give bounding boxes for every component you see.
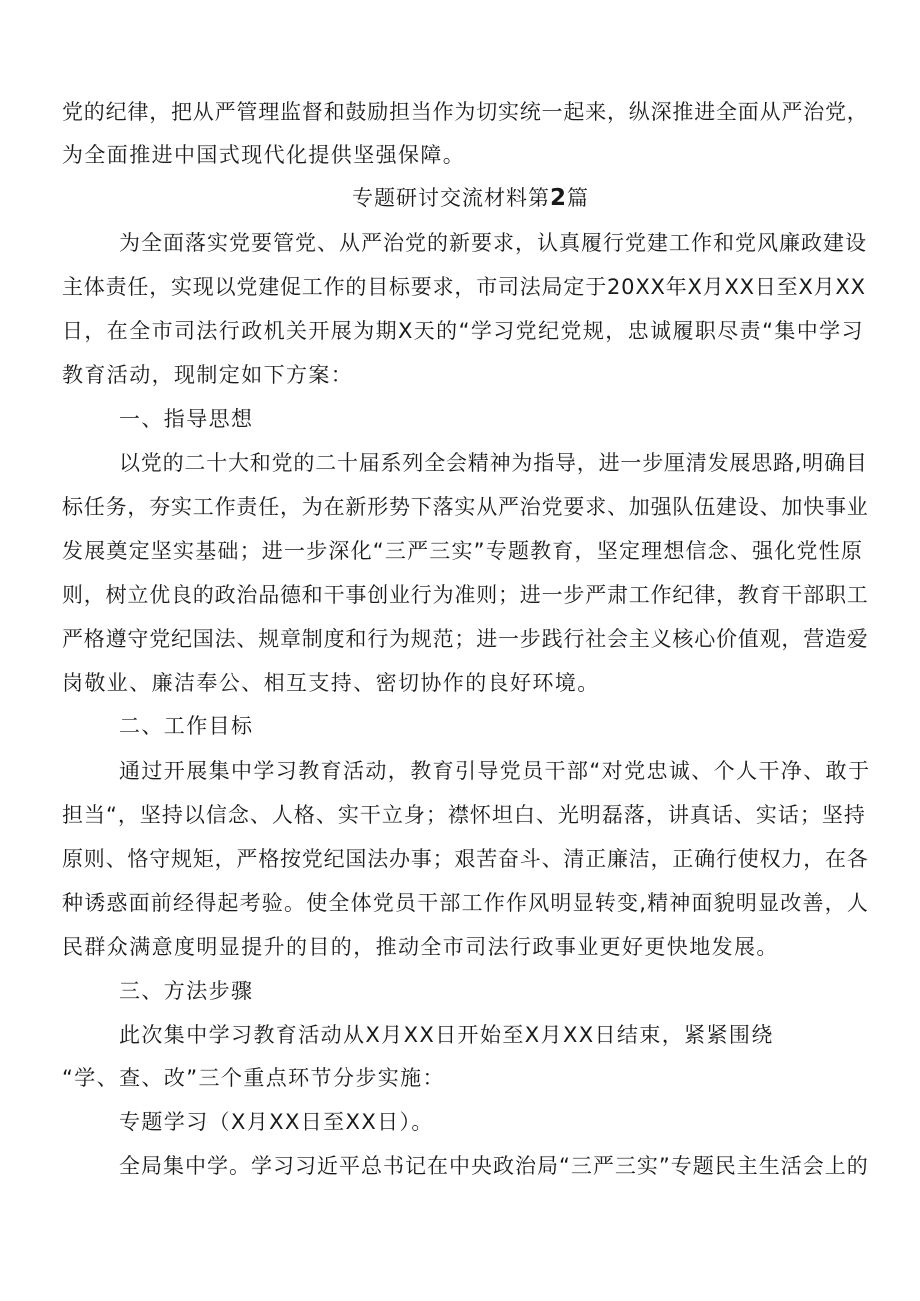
paragraph-line: 以党的二十大和党的二十届系列全会精神为指导，进一步厘清发展思路,明确目 — [119, 451, 868, 475]
paragraph-line: 担当“，坚持以信念、人格、实干立身；襟怀坦白、光明磊落，讲真话、实话；坚持 — [62, 803, 866, 827]
paragraph-line: 标任务，夯实工作责任，为在新形势下落实从严治党要求、加强队伍建设、加快事业 — [62, 495, 869, 519]
paragraph-line: 严格遵守党纪国法、规章制度和行为规范；进一步践行社会主义核心价值观，营造爱 — [62, 627, 869, 651]
paragraph-line: 全局集中学。学习习近平总书记在中央政治局“三严三实”专题民主生活会上的 — [119, 1154, 869, 1178]
section-title — [352, 184, 589, 212]
paragraph-line: 为全面推进中国式现代化提供坚强保障。 — [62, 143, 466, 167]
paragraph-line: 主体责任，实现以党建促工作的目标要求，市司法局定于20XX年X月XX日至X月XX — [62, 275, 866, 299]
paragraph-line: 党的纪律，把从严管理监督和鼓励担当作为切实统一起来，纵深推进全面从严治党， — [62, 100, 869, 124]
section-heading: 一、指导思想 — [119, 407, 254, 431]
paragraph-line: 通过开展集中学习教育活动，教育引导党员干部“对党忠诚、个人干净、敢于 — [119, 759, 871, 783]
paragraph-line: 此次集中学习教育活动从X月XX日开始至X月XX日结束，紧紧围绕 — [119, 1023, 774, 1047]
paragraph-line: 专题学习（X月XX日至XX日）。 — [119, 1110, 434, 1134]
paragraph-line: 日，在全市司法行政机关开展为期X天的“学习党纪党规，忠诚履职尽责“集中学习 — [62, 319, 864, 343]
section-heading: 二、工作目标 — [119, 714, 254, 738]
paragraph-line: 民群众满意度明显提升的目的，推动全市司法行政事业更好更快地发展。 — [62, 935, 779, 959]
paragraph-line: “学、查、改”三个重点环节分步实施： — [62, 1066, 445, 1090]
paragraph-line: 为全面落实党要管党、从严治党的新要求，认真履行党建工作和党风廉政建设 — [119, 231, 867, 255]
paragraph-line: 原则、恪守规矩，严格按党纪国法办事；艰苦奋斗、清正廉洁，正确行使权力，在各 — [62, 847, 869, 871]
paragraph-line: 岗敬业、廉洁奉公、相互支持、密切协作的良好环境。 — [62, 671, 600, 695]
paragraph-line: 则，树立优良的政治品德和干事创业行为准则；进一步严肃工作纪律，教育干部职工 — [62, 583, 869, 607]
paragraph-line: 种诱惑面前经得起考验。使全体党员干部工作作风明显转变,精神面貌明显改善，人 — [62, 891, 870, 915]
paragraph-line: 发展奠定坚实基础；进一步深化“三严三实”专题教育，坚定理想信念、强化党性原 — [62, 539, 864, 563]
section-heading: 三、方法步骤 — [119, 979, 254, 1003]
paragraph-line: 教育活动，现制定如下方案： — [62, 363, 354, 387]
section-title-text: 专题研讨交流材料第 — [352, 186, 550, 210]
section-title-number: 2 — [550, 185, 568, 211]
section-title-suffix: 篇 — [567, 186, 590, 210]
